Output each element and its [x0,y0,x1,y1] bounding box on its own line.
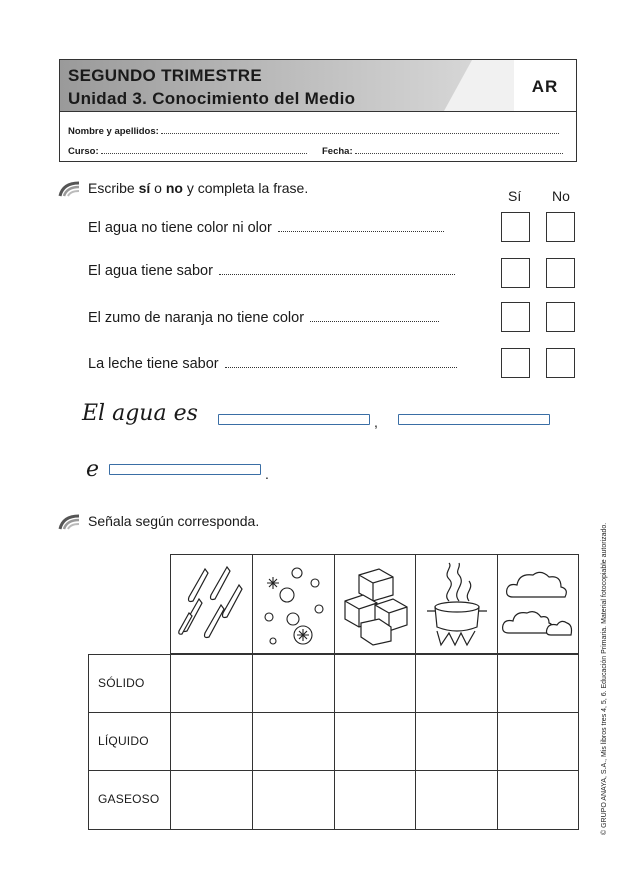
unit-title: Unidad 3. Conocimiento del Medio [68,89,356,108]
ice-cubes-icon [339,561,411,647]
answer-cell[interactable] [253,655,335,713]
answer-cell[interactable] [253,772,335,830]
statement-3: El zumo de naranja no tiene color [88,310,439,326]
exercise-pencil-icon [58,514,80,530]
answer-box-yes-4[interactable] [501,348,530,378]
copyright-notice: © GRUPO ANAYA, S.A., Mis libros tres 4, 5, 6. Educación Primaria. Material fotocopiable autorizado. [601,522,608,835]
script-sentence-start: El agua es [82,401,198,426]
dotted-leader [225,356,457,368]
level-code: AR [531,77,559,96]
answer-box-yes-1[interactable] [501,212,530,242]
answer-cell[interactable] [416,772,498,830]
answer-box-no-3[interactable] [546,302,575,332]
answer-cell[interactable] [171,772,253,830]
picture-row [170,554,579,654]
exercise-pencil-icon [58,181,80,197]
statement-1: El agua no tiene color ni olor [88,220,444,236]
name-dotted-line[interactable] [161,124,559,134]
trimester-title: SEGUNDO TRIMESTRE [68,66,263,85]
answer-box-no-2[interactable] [546,258,575,288]
date-dotted-line[interactable] [355,144,563,154]
fill-blank-1[interactable] [218,414,370,425]
answer-box-yes-2[interactable] [501,258,530,288]
name-label: Nombre y apellidos: [68,126,159,137]
name-field[interactable] [68,124,559,137]
row-label-gas: GASEOSO [98,792,160,806]
course-label: Curso: [68,146,99,157]
exercise2-instruction: Señala según corresponda. [88,513,260,529]
course-dotted-line[interactable] [101,144,307,154]
period: . [265,466,269,482]
dotted-leader [278,220,444,232]
snow-hail-icon [257,561,329,647]
statement-2: El agua tiene sabor [88,263,455,279]
answer-cell[interactable] [497,655,579,713]
course-field[interactable] [68,144,307,157]
column-no-header: No [552,188,570,204]
worksheet-header [59,59,577,162]
answer-cell[interactable] [497,713,579,771]
answer-cell[interactable] [171,655,253,713]
grid-line [88,654,89,830]
script-conjunction: e [86,457,100,482]
answer-cells [171,655,579,830]
title-band [60,60,515,112]
comma: , [374,414,378,430]
dotted-leader [219,263,455,275]
answer-box-no-4[interactable] [546,348,575,378]
answer-cell[interactable] [253,713,335,771]
answer-box-yes-3[interactable] [501,302,530,332]
answer-cell[interactable] [334,772,416,830]
answer-cell[interactable] [416,655,498,713]
answer-cell[interactable] [171,713,253,771]
clouds-icon [499,561,575,647]
exercise1-instruction: Escribe sí o no y completa la frase. [88,180,309,196]
dotted-leader [310,310,439,322]
fill-blank-2[interactable] [398,414,550,425]
answer-box-no-1[interactable] [546,212,575,242]
answer-cell[interactable] [334,655,416,713]
keyword-no: no [165,180,183,196]
fill-blank-3[interactable] [109,464,261,475]
boiling-pot-icon [419,561,491,647]
keyword-si: sí [138,180,151,196]
statement-4: La leche tiene sabor [88,356,457,372]
rain-icon [175,561,247,647]
row-label-solid: SÓLIDO [98,676,145,690]
level-code-box [514,60,576,112]
answer-cell[interactable] [497,772,579,830]
answer-cell[interactable] [334,713,416,771]
column-yes-header: Sí [508,188,522,204]
row-label-liquid: LÍQUIDO [98,734,149,748]
date-label: Fecha: [322,146,353,157]
date-field[interactable] [322,144,563,157]
answer-cell[interactable] [416,713,498,771]
